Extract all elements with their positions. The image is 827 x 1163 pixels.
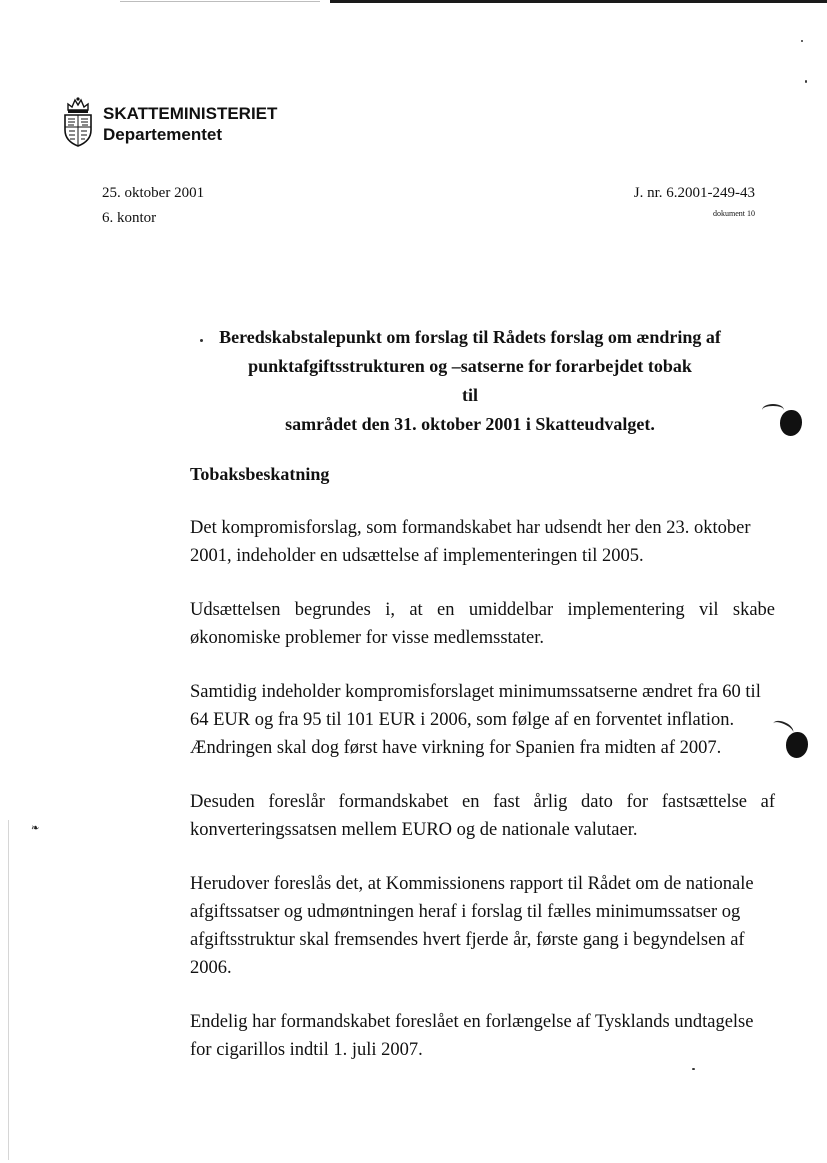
paragraph-6: Endelig har formandskabet foreslået en forlængelse af Tysklands undtagelse for cigarillos indtil 1. juli 2007.	[190, 1012, 754, 1060]
scan-blot-tail	[762, 404, 784, 416]
document-date: 25. oktober 2001	[102, 185, 205, 201]
document-reference: dokument 10	[713, 209, 755, 218]
page-title	[160, 323, 780, 439]
paragraph-5: Herudover foreslås det, at Kommissionens rapport til Rådet om de nationale afgiftssatser og udmøntningen heraf i forslag til fælles minimumssatser og afgiftsstruktur skal fremsendes hvert fjerde år, første gang i begyndelsen af 2006.	[190, 874, 754, 978]
scan-speck	[805, 80, 807, 83]
scan-left-edge	[8, 820, 9, 1160]
journal-number: J. nr. 6.2001-249-43	[633, 185, 755, 201]
meta-right	[634, 181, 755, 220]
scan-blot	[786, 732, 808, 758]
paragraph-1: Det kompromisforslag, som formandskabet har udsendt her den 23. oktober 2001, indeholder en udsættelse af implementeringen til 2005.	[190, 518, 751, 566]
title-line-1: Beredskabstalepunkt om forslag til Rådets forslag om ændring af	[219, 327, 721, 347]
paragraph-3: Samtidig indeholder kompromisforslaget minimumssatserne ændret fra 60 til 64 EUR og fra 95 til 101 EUR i 2006, som følge af en forventet inflation. Ændringen skal dog først have virkning for Spanien fra midten af 2007.	[190, 682, 761, 758]
scan-edge-line	[330, 0, 827, 3]
paragraph-4: Desuden foreslår formandskabet en fast årlig dato for fastsættelse af konverteringssatsen mellem EURO og de nationale valutaer.	[190, 792, 775, 840]
organization-name: SKATTEMINISTERIET	[103, 104, 278, 123]
office-name: 6. kontor	[102, 210, 157, 226]
title-line-4: samrådet den 31. oktober 2001 i Skatteudvalget.	[285, 414, 655, 434]
department-name: Departementet	[103, 125, 223, 144]
scan-blot	[780, 410, 802, 436]
margin-mark-icon: ❧	[31, 823, 40, 834]
scan-edge-line-thin	[120, 1, 320, 2]
scan-speck	[801, 40, 803, 42]
scan-speck	[200, 339, 203, 342]
title-line-3: til	[462, 385, 478, 405]
paragraph-2: Udsættelsen begrundes i, at en umiddelbar implementering vil skabe økonomiske problemer for visse medlemsstater.	[190, 600, 775, 648]
scan-speck	[692, 1068, 695, 1070]
section-heading: Tobaksbeskatning	[190, 464, 330, 484]
title-line-2: punktafgiftsstrukturen og –satserne for forarbejdet tobak	[248, 356, 692, 376]
danish-royal-crown-coat-of-arms-icon	[62, 96, 94, 148]
document-body	[190, 460, 775, 1090]
meta-left	[102, 181, 204, 231]
letterhead	[103, 103, 277, 145]
